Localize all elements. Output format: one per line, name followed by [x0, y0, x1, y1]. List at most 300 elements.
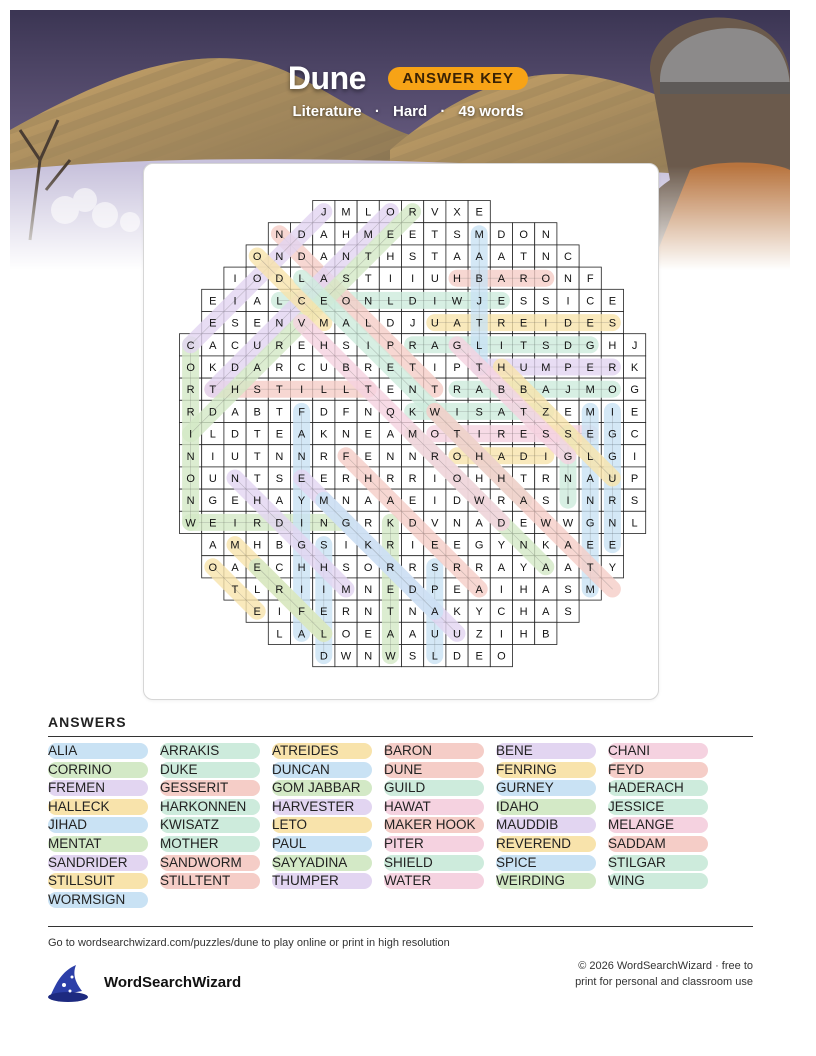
answer-word: DUNCAN: [272, 762, 372, 778]
grid-letter: E: [253, 606, 261, 619]
grid-letter: L: [587, 450, 594, 463]
grid-letter: R: [408, 561, 417, 574]
grid-letter: H: [297, 561, 306, 574]
grid-letter: L: [476, 339, 483, 352]
grid-letter: G: [452, 339, 462, 352]
grid-letter: D: [319, 650, 328, 663]
grid-letter: R: [608, 362, 617, 374]
grid-letter: S: [431, 561, 439, 574]
grid-letter: T: [231, 584, 239, 596]
grid-letter: E: [475, 206, 483, 219]
grid-letter: A: [320, 251, 328, 263]
grid-letter: O: [252, 251, 262, 263]
grid-letter: P: [431, 584, 439, 596]
grid-letter: H: [342, 228, 350, 241]
grid-letter: I: [300, 517, 304, 530]
grid-letter: B: [542, 628, 550, 641]
grid-letter: H: [519, 606, 528, 619]
grid-letter: M: [319, 317, 329, 330]
grid-letter: U: [430, 628, 439, 641]
grid-letter: I: [300, 384, 304, 397]
grid-letter: D: [408, 517, 417, 530]
grid-letter: N: [453, 517, 461, 530]
grid-letter: I: [211, 450, 215, 463]
grid-letter: E: [209, 295, 217, 308]
grid-letter: T: [276, 384, 283, 397]
grid-letter: H: [253, 495, 262, 508]
grid-letter: E: [364, 450, 372, 463]
category-label: Literature: [292, 103, 362, 120]
grid-letter: V: [297, 317, 306, 330]
grid-letter: T: [431, 384, 439, 397]
grid-letter: C: [630, 428, 639, 441]
grid-letter: E: [586, 362, 594, 374]
grid-letter: D: [386, 317, 395, 330]
grid-letter: O: [497, 650, 506, 663]
grid-letter: M: [585, 584, 595, 596]
grid-letter: R: [408, 206, 417, 219]
grid-letter: E: [364, 628, 372, 641]
grid-letter: R: [497, 317, 506, 330]
grid-letter: U: [608, 473, 617, 485]
grid-letter: A: [253, 362, 261, 374]
grid-letter: E: [386, 362, 395, 374]
grid-letter: B: [475, 273, 483, 286]
answer-word: HALLECK: [48, 799, 148, 815]
grid-letter: T: [253, 473, 261, 485]
divider: [48, 736, 753, 737]
grid-letter: S: [453, 228, 461, 241]
grid-letter: E: [275, 428, 284, 441]
grid-letter: L: [431, 650, 438, 663]
answer-word: FENRING: [496, 762, 596, 778]
grid-letter: J: [321, 206, 327, 219]
grid-letter: O: [386, 206, 395, 219]
answers-heading: ANSWERS: [48, 714, 127, 730]
grid-letter: I: [455, 406, 459, 419]
answer-word: ATREIDES: [272, 743, 372, 759]
answer-word: REVEREND: [496, 836, 596, 852]
grid-letter: T: [276, 406, 283, 419]
grid-letter: N: [342, 428, 350, 441]
answer-word: MAKER HOOK: [384, 817, 484, 833]
answer-word: SHIELD: [384, 855, 484, 871]
grid-letter: I: [300, 584, 304, 596]
grid-letter: G: [341, 517, 351, 530]
grid-letter: L: [276, 295, 283, 308]
grid-letter: I: [233, 517, 237, 530]
grid-letter: N: [275, 228, 284, 241]
answer-word: SANDWORM: [160, 855, 260, 871]
answer-word: ARRAKIS: [160, 743, 260, 759]
grid-letter: T: [409, 362, 416, 374]
grid-letter: F: [298, 606, 305, 619]
grid-letter: I: [411, 273, 415, 286]
grid-letter: I: [189, 428, 193, 441]
grid-letter: T: [520, 473, 527, 485]
grid-letter: Y: [519, 561, 528, 574]
answer-word: LETO: [272, 817, 372, 833]
answer-word: BARON: [384, 743, 484, 759]
grid-letter: A: [475, 584, 483, 596]
grid-letter: V: [431, 517, 439, 530]
grid-letter: B: [253, 406, 261, 419]
grid-letter: D: [497, 228, 506, 241]
answer-word: BENE: [496, 743, 596, 759]
grid-letter: E: [386, 384, 395, 397]
grid-letter: K: [364, 539, 372, 552]
grid-letter: D: [408, 584, 417, 596]
word-search-grid: [144, 164, 658, 699]
grid-letter: N: [342, 251, 350, 263]
grid-letter: A: [297, 628, 306, 641]
grid-letter: K: [386, 517, 395, 530]
grid-letter: D: [297, 228, 306, 241]
answer-word: JESSICE: [608, 799, 708, 815]
answer-word: HADERACH: [608, 780, 708, 796]
answer-word: STILLSUIT: [48, 873, 148, 889]
grid-letter: O: [208, 561, 218, 574]
grid-letter: Q: [386, 406, 395, 419]
grid-letter: H: [319, 339, 328, 352]
grid-letter: H: [364, 473, 373, 485]
grid-letter: M: [585, 406, 595, 419]
grid-letter: I: [477, 428, 481, 441]
grid-letter: U: [208, 473, 217, 485]
grid-letter: M: [585, 384, 595, 397]
grid-letter: A: [586, 473, 594, 485]
grid-letter: G: [585, 339, 595, 352]
answer-word: CHANI: [608, 743, 708, 759]
grid-letter: C: [275, 561, 284, 574]
grid-letter: A: [297, 428, 306, 441]
word-count-label: 49 words: [458, 103, 524, 120]
grid-letter: R: [319, 450, 328, 463]
grid-letter: R: [186, 406, 195, 419]
answer-word: WING: [608, 873, 708, 889]
grid-letter: T: [475, 362, 483, 374]
grid-letter: P: [386, 339, 395, 352]
grid-letter: L: [342, 384, 350, 397]
grid-letter: E: [320, 606, 328, 619]
grid-letter: O: [452, 450, 462, 463]
grid-letter: K: [320, 428, 328, 441]
answer-word: MOTHER: [160, 836, 260, 852]
grid-letter: A: [497, 251, 506, 263]
grid-letter: S: [320, 539, 328, 552]
grid-letter: O: [363, 561, 373, 574]
grid-letter: A: [320, 273, 328, 286]
grid-letter: G: [297, 539, 306, 552]
grid-letter: A: [542, 606, 550, 619]
answer-word: GURNEY: [496, 780, 596, 796]
grid-letter: K: [453, 606, 461, 619]
grid-letter: A: [275, 495, 284, 508]
grid-letter: J: [476, 295, 482, 308]
grid-letter: A: [497, 561, 506, 574]
grid-letter: D: [275, 517, 284, 530]
grid-letter: H: [497, 362, 506, 374]
grid-letter: O: [186, 362, 195, 374]
grid-letter: H: [519, 584, 528, 596]
grid-letter: J: [409, 317, 416, 330]
grid-letter: H: [497, 473, 506, 485]
grid-letter: A: [408, 628, 417, 641]
grid-letter: Z: [542, 406, 550, 419]
grid-letter: N: [564, 473, 572, 485]
grid-letter: R: [364, 517, 373, 530]
grid-letter: L: [320, 628, 327, 641]
grid-letter: S: [542, 339, 550, 352]
grid-letter: I: [499, 584, 503, 596]
puzzle-title: Dune: [287, 60, 366, 96]
grid-letter: X: [453, 206, 461, 219]
grid-letter: N: [275, 450, 284, 463]
grid-letter: G: [474, 539, 484, 552]
grid-letter: Y: [608, 561, 617, 574]
grid-letter: W: [385, 650, 396, 663]
grid-letter: S: [253, 384, 261, 397]
grid-letter: S: [519, 295, 528, 308]
grid-letter: V: [431, 206, 439, 219]
grid-letter: R: [475, 561, 484, 574]
grid-letter: M: [474, 228, 484, 241]
grid-letter: N: [342, 495, 350, 508]
grid-letter: C: [297, 295, 306, 308]
grid-letter: E: [630, 406, 639, 419]
grid-letter: R: [519, 273, 528, 286]
grid-letter: D: [453, 495, 461, 508]
grid-letter: I: [388, 273, 392, 286]
grid-letter: U: [319, 362, 328, 374]
grid-letter: N: [364, 295, 373, 308]
grid-letter: B: [497, 384, 506, 397]
puzzle-card: [143, 163, 659, 700]
grid-letter: T: [431, 228, 439, 241]
grid-letter: R: [342, 606, 350, 619]
grid-letter: E: [564, 406, 572, 419]
answer-word: SPICE: [496, 855, 596, 871]
answer-word: GUILD: [384, 780, 484, 796]
grid-letter: M: [363, 228, 373, 241]
answer-word: CORRINO: [48, 762, 148, 778]
brand-name: WordSearchWizard: [104, 974, 242, 991]
grid-letter: E: [408, 495, 417, 508]
grid-letter: H: [453, 273, 461, 286]
grid-letter: N: [541, 228, 550, 241]
grid-letter: C: [186, 339, 195, 352]
grid-letter: N: [275, 251, 284, 263]
answer-word: SADDAM: [608, 836, 708, 852]
grid-letter: O: [430, 428, 440, 441]
grid-letter: N: [364, 584, 373, 596]
grid-letter: U: [430, 317, 439, 330]
grid-letter: A: [475, 251, 483, 263]
grid-letter: O: [608, 384, 617, 397]
grid-letter: R: [386, 473, 395, 485]
grid-letter: W: [540, 517, 551, 530]
grid-letter: R: [453, 561, 461, 574]
grid-letter: G: [630, 384, 639, 397]
grid-letter: N: [586, 495, 595, 508]
divider: [48, 926, 753, 927]
answer-word: STILLTENT: [160, 873, 260, 889]
answer-word: SANDRIDER: [48, 855, 148, 871]
grid-letter: T: [387, 606, 394, 619]
grid-letter: F: [342, 406, 350, 419]
answer-word: SAYYADINA: [272, 855, 372, 871]
grid-letter: M: [230, 539, 240, 552]
grid-letter: T: [253, 428, 261, 441]
grid-letter: I: [566, 495, 570, 508]
grid-letter: N: [186, 495, 195, 508]
grid-letter: M: [319, 495, 329, 508]
grid-letter: R: [497, 495, 506, 508]
grid-letter: A: [386, 628, 395, 641]
grid-letter: E: [297, 473, 306, 485]
answer-word: GOM JABBAR: [272, 780, 372, 796]
grid-letter: A: [519, 495, 528, 508]
grid-letter: H: [319, 561, 328, 574]
grid-letter: A: [231, 406, 239, 419]
grid-letter: N: [231, 473, 239, 485]
grid-letter: L: [298, 273, 305, 286]
grid-letter: T: [364, 384, 372, 397]
grid-letter: A: [431, 339, 439, 352]
answer-word: JIHAD: [48, 817, 148, 833]
grid-letter: A: [542, 584, 550, 596]
grid-letter: R: [253, 517, 262, 530]
answer-word: HAWAT: [384, 799, 484, 815]
grid-letter: I: [411, 539, 415, 552]
answer-word: MENTAT: [48, 836, 148, 852]
grid-letter: W: [429, 406, 440, 419]
grid-letter: A: [542, 384, 550, 397]
grid-letter: D: [208, 406, 217, 419]
grid-letter: N: [408, 450, 417, 463]
grid-letter: S: [231, 317, 239, 330]
grid-letter: T: [520, 406, 527, 419]
grid-letter: E: [408, 228, 417, 241]
grid-letter: U: [253, 339, 262, 352]
grid-letter: J: [565, 384, 571, 397]
puzzle-meta: [0, 103, 816, 120]
grid-letter: T: [364, 251, 372, 263]
grid-letter: S: [542, 428, 550, 441]
grid-letter: I: [499, 628, 503, 641]
grid-letter: F: [298, 406, 305, 419]
answer-word: PAUL: [272, 836, 372, 852]
grid-letter: I: [366, 339, 370, 352]
grid-letter: L: [254, 584, 261, 596]
grid-letter: R: [386, 561, 395, 574]
grid-letter: N: [608, 517, 617, 530]
grid-letter: C: [231, 339, 239, 352]
grid-letter: T: [475, 317, 483, 330]
grid-letter: N: [408, 606, 417, 619]
grid-letter: S: [542, 295, 550, 308]
grid-letter: G: [608, 450, 617, 463]
grid-letter: O: [452, 473, 462, 485]
answer-word: ALIA: [48, 743, 148, 759]
grid-letter: W: [562, 517, 574, 530]
grid-letter: N: [297, 450, 306, 463]
grid-letter: E: [475, 650, 483, 663]
grid-letter: R: [408, 339, 417, 352]
separator-dot: ·: [374, 103, 380, 120]
grid-letter: U: [519, 362, 528, 374]
grid-letter: E: [320, 473, 328, 485]
grid-letter: M: [341, 584, 351, 596]
grid-letter: E: [253, 317, 261, 330]
grid-letter: B: [342, 362, 350, 374]
grid-letter: E: [453, 584, 461, 596]
grid-letter: W: [185, 517, 196, 530]
answer-key-badge: ANSWER KEY: [388, 67, 528, 90]
grid-letter: A: [364, 495, 372, 508]
answer-word: HARVESTER: [272, 799, 372, 815]
grid-letter: D: [231, 428, 239, 441]
grid-letter: L: [631, 517, 638, 530]
grid-letter: A: [564, 539, 572, 552]
answer-word: GESSERIT: [160, 780, 260, 796]
grid-letter: K: [408, 406, 417, 419]
grid-letter: A: [386, 428, 395, 441]
grid-letter: H: [475, 450, 484, 463]
wizard-hat-icon: [46, 963, 94, 1008]
grid-letter: E: [364, 428, 372, 441]
grid-letter: G: [208, 495, 218, 508]
grid-letter: R: [453, 384, 461, 397]
grid-letter: N: [319, 517, 328, 530]
grid-letter: N: [386, 450, 395, 463]
grid-letter: E: [209, 317, 217, 330]
grid-letter: A: [497, 450, 506, 463]
answer-word: WORMSIGN: [48, 892, 148, 908]
grid-letter: L: [365, 206, 372, 219]
grid-letter: R: [342, 473, 350, 485]
grid-letter: P: [453, 362, 461, 374]
grid-letter: O: [341, 295, 351, 308]
grid-letter: L: [276, 628, 283, 641]
grid-letter: S: [475, 406, 483, 419]
grid-letter: A: [386, 495, 395, 508]
grid-letter: A: [542, 561, 550, 574]
grid-letter: E: [519, 517, 528, 530]
grid-letter: G: [563, 450, 573, 463]
grid-letter: H: [231, 384, 239, 397]
grid-letter: A: [475, 517, 483, 530]
grid-letter: S: [408, 650, 417, 663]
grid-letter: E: [453, 539, 461, 552]
grid-letter: N: [408, 384, 417, 397]
grid-letter: I: [544, 317, 548, 330]
grid-letter: T: [520, 251, 527, 263]
grid-letter: R: [408, 473, 417, 485]
grid-letter: E: [253, 561, 261, 574]
grid-letter: A: [453, 317, 461, 330]
grid-letter: E: [209, 517, 217, 530]
grid-letter: R: [275, 584, 284, 596]
grid-letter: W: [474, 495, 485, 508]
grid-letter: I: [277, 606, 281, 619]
answer-word: STILGAR: [608, 855, 708, 871]
difficulty-label: Hard: [392, 103, 428, 120]
grid-letter: M: [408, 428, 418, 441]
grid-letter: R: [186, 384, 195, 397]
grid-letter: I: [322, 584, 326, 596]
grid-letter: A: [209, 539, 217, 552]
